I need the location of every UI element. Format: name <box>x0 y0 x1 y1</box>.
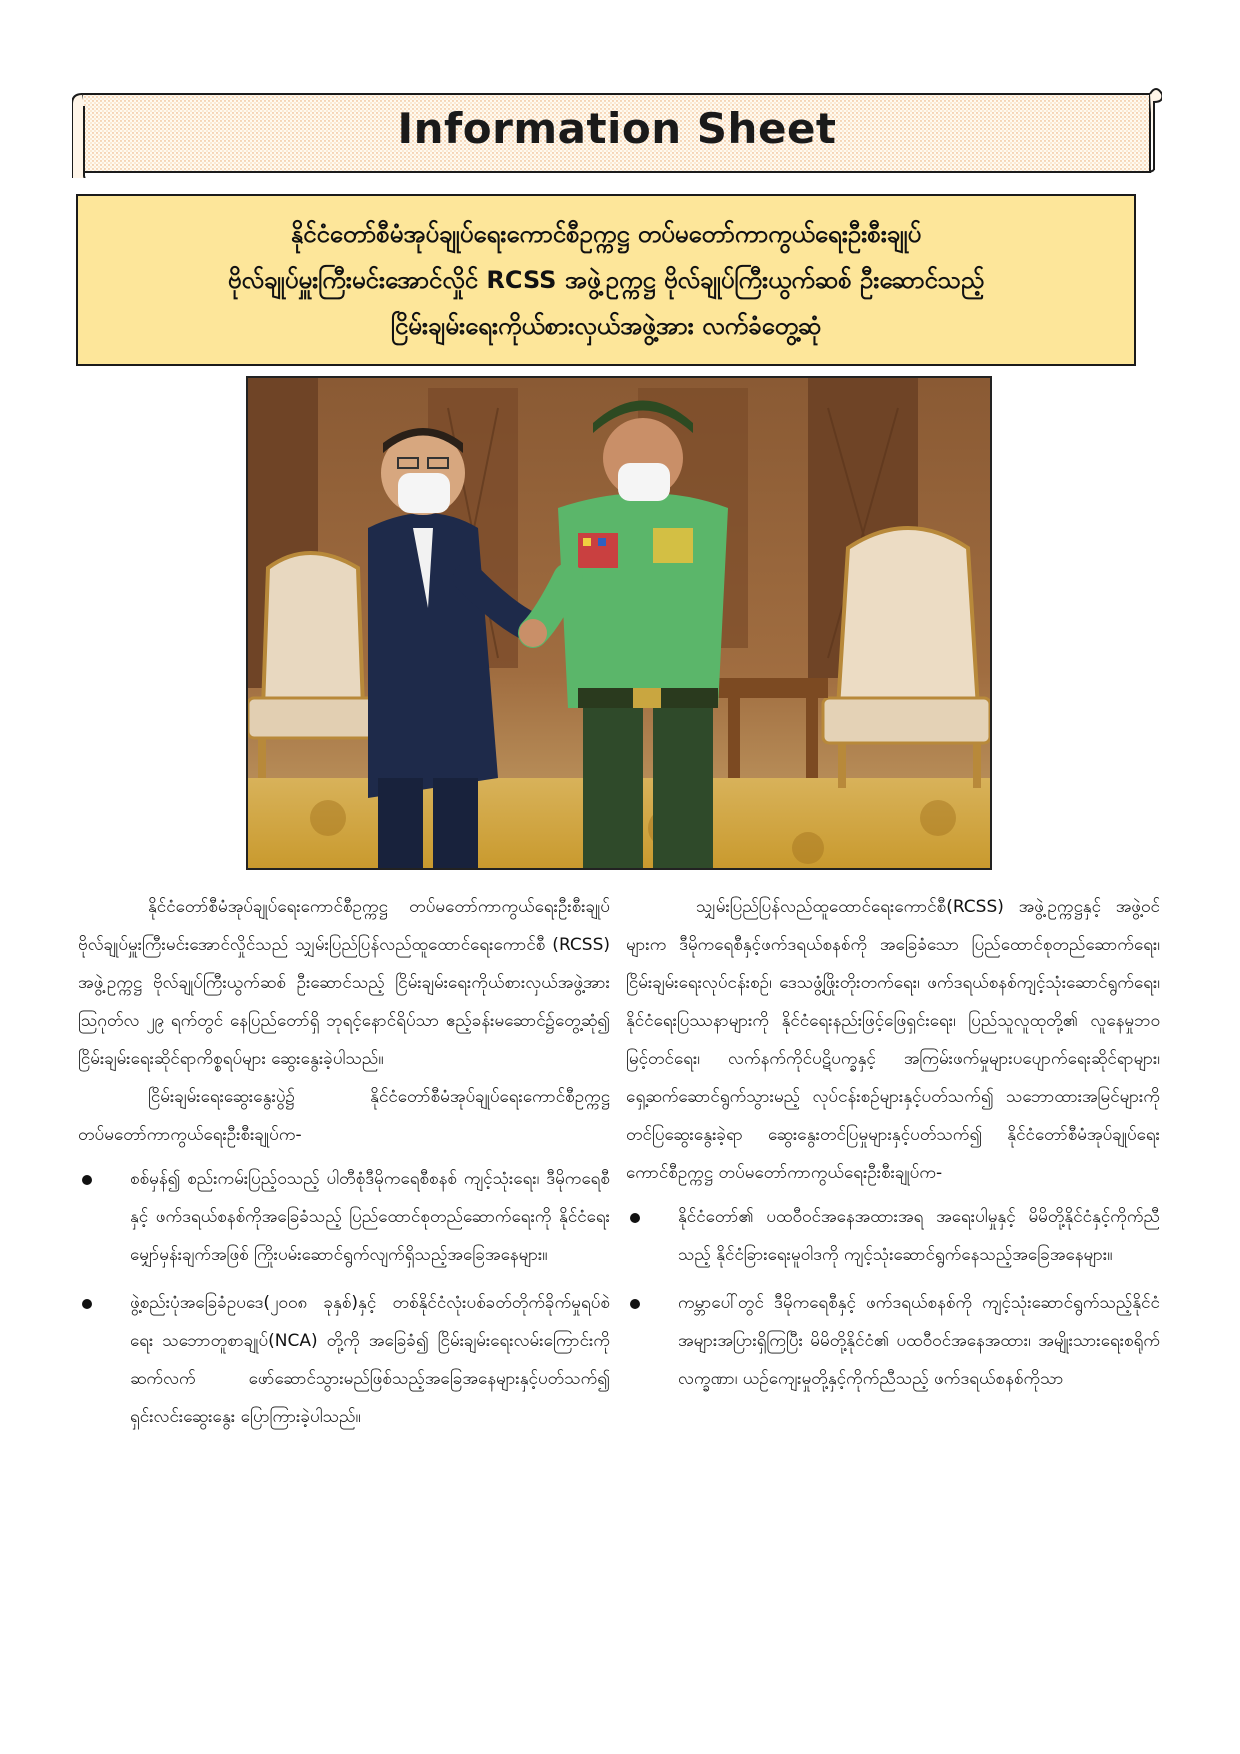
left-bullet-1-text: စစ်မှန်၍ စည်းကမ်းပြည့်ဝသည့် ပါတီစုံဒီမိုကရေစီစနစ် ကျင့်သုံးရေး၊ ဒီမိုကရေစီနှင့် ဖက်ဒရယ်စနစ်ကိုအခြေခံသည့် ပြည်ထောင်စုတည်ဆောက်ရေးကို နိုင်ငံရေးမျှော်မှန်းချက်အဖြစ် ကြိုးပမ်းဆောင်ရွက်လျက်ရှိသည့်အခြေအနေများ။ <box>130 1169 610 1265</box>
right-bullet-list <box>626 1198 1160 1398</box>
bullet-dot-icon <box>82 1299 92 1309</box>
headline-line-1: နိုင်ငံတော်စီမံအုပ်ချုပ်ရေးကောင်စီဥက္ကဋ္ဌ တပ်မတော်ကာကွယ်ရေးဦးစီးချုပ် <box>290 220 922 248</box>
left-bullet-1 <box>78 1160 610 1274</box>
right-bullet-1-text: နိုင်ငံတော်၏ ပထဝီဝင်အနေအထားအရ အရေးပါမှုနှင့် မိမိတို့နိုင်ငံနှင့်ကိုက်ညီသည့် နိုင်ငံခြားရေးမူဝါဒကို ကျင့်သုံးဆောင်ရွက်နေသည့်အခြေအနေများ။ <box>678 1207 1160 1265</box>
right-column <box>626 888 1160 1408</box>
bullet-dot-icon <box>630 1213 640 1223</box>
right-bullet-2-text: ကမ္ဘာပေါ်တွင် ဒီမိုကရေစီနှင့် ဖက်ဒရယ်စနစ်ကို ကျင့်သုံးဆောင်ရွက်သည့်နိုင်ငံ အများအပြားရှိကြပြီး မိမိတို့နိုင်ငံ၏ ပထဝီဝင်အနေအထား၊ အမျိုးသားရေးစရိုက်လက္ခဏာ၊ ယဉ်ကျေးမှုတို့နှင့်ကိုက်ညီသည့် ဖက်ဒရယ်စနစ်ကိုသာ <box>678 1293 1160 1389</box>
information-sheet-banner <box>72 88 1162 178</box>
photo-handshake-illustration <box>248 378 990 868</box>
left-paragraph-2: ငြိမ်းချမ်းရေးဆွေးနွေးပွဲ၌ နိုင်ငံတော်စီမံအုပ်ချုပ်ရေးကောင်စီဥက္ကဋ္ဌ တပ်မတော်ကာကွယ်ရေးဦးစီးချုပ်က- <box>78 1087 610 1145</box>
bullet-dot-icon <box>82 1175 92 1185</box>
page-title: Information Sheet <box>397 104 837 153</box>
left-paragraph-1: နိုင်ငံတော်စီမံအုပ်ချုပ်ရေးကောင်စီဥက္ကဋ္ဌ တပ်မတော်ကာကွယ်ရေးဦးစီးချုပ် ဗိုလ်ချုပ်မှူးကြီးမင်းအောင်လှိုင်သည် သျှမ်းပြည်ပြန်လည်ထူထောင်ရေးကောင်စီ (RCSS) အဖွဲ့ဥက္ကဋ္ဌ ဗိုလ်ချုပ်ကြီးယွက်ဆစ် ဦးဆောင်သည့် ငြိမ်းချမ်းရေးကိုယ်စားလှယ်အဖွဲ့အား ဩဂုတ်လ ၂၉ ရက်တွင် နေပြည်တော်ရှိ ဘုရင့်နောင်ရိပ်သာ ဧည့်ခန်းမဆောင်၌တွေ့ဆုံ၍ ငြိမ်းချမ်းရေးဆိုင်ရာကိစ္စရပ်များ ဆွေးနွေးခဲ့ပါသည်။ <box>78 897 610 1069</box>
left-bullet-2-text: ဖွဲ့စည်းပုံအခြေခံဥပဒေ(၂၀၀၈ ခုနှစ်)နှင့် တစ်နိုင်ငံလုံးပစ်ခတ်တိုက်ခိုက်မှုရပ်စဲရေး သဘောတူစာချုပ်(NCA) တို့ကို အခြေခံ၍ ငြိမ်းချမ်းရေးလမ်းကြောင်းကို ဆက်လက် ဖော်ဆောင်သွားမည်ဖြစ်သည့်အခြေအနေများနှင့်ပတ်သက်၍ ရှင်းလင်းဆွေးနွေး ပြောကြားခဲ့ပါသည်။ <box>130 1293 610 1427</box>
headline-line-3: ငြိမ်းချမ်းရေးကိုယ်စားလှယ်အဖွဲ့အား လက်ခံတွေ့ဆုံ <box>390 312 822 340</box>
left-bullet-2 <box>78 1284 610 1436</box>
headline-box <box>76 194 1136 366</box>
left-bullet-list <box>78 1160 610 1436</box>
right-bullet-1 <box>626 1198 1160 1274</box>
meeting-photo <box>246 376 992 870</box>
left-column <box>78 888 610 1446</box>
bullet-dot-icon <box>630 1299 640 1309</box>
right-bullet-2 <box>626 1284 1160 1398</box>
headline-line-2: ဗိုလ်ချုပ်မှူးကြီးမင်းအောင်လှိုင် RCSS အဖွဲ့ဥက္ကဋ္ဌ ဗိုလ်ချုပ်ကြီးယွက်ဆစ် ဦးဆောင်သည့် <box>227 266 985 294</box>
right-paragraph-1: သျှမ်းပြည်ပြန်လည်ထူထောင်ရေးကောင်စီ(RCSS) အဖွဲ့ဥက္ကဋ္ဌနှင့် အဖွဲ့ဝင်များက ဒီမိုကရေစီနှင့်ဖက်ဒရယ်စနစ်ကို အခြေခံသော ပြည်ထောင်စုတည်ဆောက်ရေး၊ ငြိမ်းချမ်းရေးလုပ်ငန်းစဉ်၊ ဒေသဖွံ့ဖြိုးတိုးတက်ရေး၊ ဖက်ဒရယ်စနစ်ကျင့်သုံးဆောင်ရွက်ရေး၊ နိုင်ငံရေးပြဿနာများကို နိုင်ငံရေးနည်းဖြင့်ဖြေရှင်းရေး၊ ပြည်သူလူထုတို့၏ လူနေမှုဘဝမြင့်တင်ရေး၊ လက်နက်ကိုင်ပဋိပက္ခနှင့် အကြမ်းဖက်မှုများပပျောက်ရေးဆိုင်ရာများ၊ ရှေ့ဆက်ဆောင်ရွက်သွားမည့် လုပ်ငန်းစဉ်များနှင့်ပတ်သက်၍ သဘောထားအမြင်များကို တင်ပြဆွေးနွေးခဲ့ရာ ဆွေးနွေးတင်ပြမှုများနှင့်ပတ်သက်၍ နိုင်ငံတော်စီမံအုပ်ချုပ်ရေးကောင်စီဥက္ကဋ္ဌ တပ်မတော်ကာကွယ်ရေးဦးစီးချုပ်က- <box>626 897 1160 1183</box>
